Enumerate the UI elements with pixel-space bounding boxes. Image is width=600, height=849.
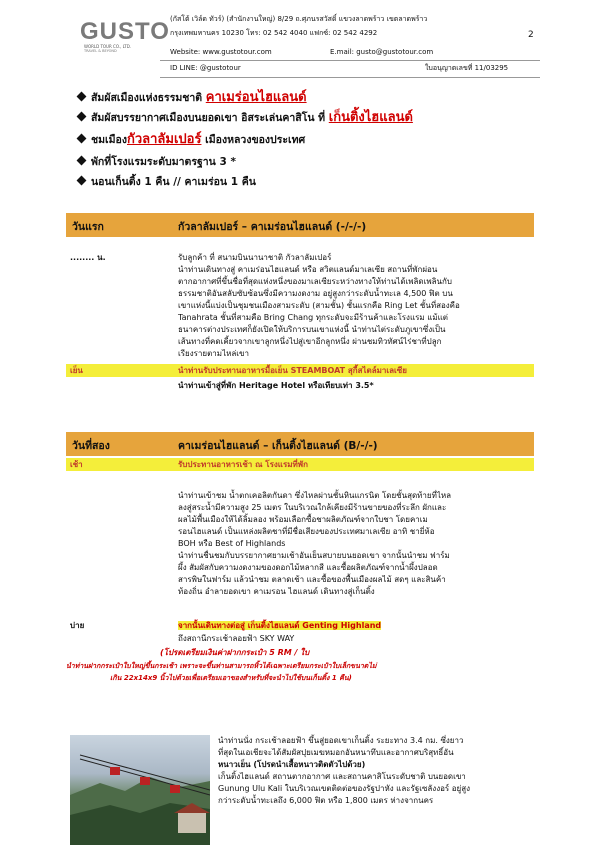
day1-line: ตากอากาศที่ขึ้นชื่อที่สุดแห่งหนึ่งของมาเลเซียระหว่างทางให้ท่านได้เพลิดเพลินกับ (178, 277, 452, 286)
day1-time: ........ น. (70, 253, 106, 262)
day2-line: ผลไม้พื้นเมืองให้ได้ลิ้มลอง พร้อมเลือกซื้อชาผลิตภัณฑ์จากใบชา โดยคาเม (178, 515, 428, 524)
day1-dinner-text: นำท่านรับประทานอาหารมื้อเย็น STEAMBOAT สุกี้สไตล์มาเลเซีย (178, 366, 407, 375)
diamond-bullet-icon (77, 156, 87, 166)
highlight-item (78, 174, 256, 190)
day2-afternoon-line2: ถึงสถานีกระเช้าลอยฟ้า SKY WAY (178, 634, 295, 643)
cable-car-description (218, 735, 470, 807)
diamond-bullet-icon (77, 176, 87, 186)
day1-dinner-bar (66, 364, 534, 377)
company-email[interactable]: E.mail: gusto@gustotour.com (330, 48, 434, 56)
day2-line: รอนไฮแลนด์ เป็นแหล่งผลิตชาที่มีชื่อเสียงของประเทศมาเลเซีย อาทิ ชายี่ห้อ (178, 527, 435, 536)
company-phone: กรุงเทพมหานคร 10230 โทร: 02 542 4040 แฟกซ์: 02 542 4292 (170, 29, 378, 37)
day2-line: BOH หรือ Best of Highlands (178, 539, 286, 548)
highlight-red-text: คาเมร่อนไฮแลนด์ (205, 90, 307, 105)
diamond-bullet-icon (77, 134, 87, 144)
day2-description (178, 490, 451, 598)
day1-title: กัวลาลัมเปอร์ – คาเมร่อนไฮแลนด์ (-/-/-) (178, 221, 367, 233)
highlight-text-after: เมืองหลวงของประเทศ (201, 134, 306, 146)
day1-line: เขาแห่งนี้แบ่งเป็นชุมชนเมืองสามระดับ (สามชั้น) ชั้นแรกคือ Ring Let ชั้นที่สองคือ (178, 301, 460, 310)
luggage-note-2: นำท่านฝากกระเป๋าใบใหญ่ขึ้นกระเช้า เพราะจะขึ้นท่านสามารถหิ้วได้เฉพาะเตรียมกระเป๋าใบเล็กขนาดไม่ (66, 662, 377, 670)
day2-breakfast-text: รับประทานอาหารเช้า ณ โรงแรมที่พัก (178, 460, 308, 469)
highlight-text: สัมผัสบรรยากาศเมืองบนยอดเขา อิสระเล่นคาสิโน ที่ (91, 112, 329, 124)
highlight-text: ชมเมือง (91, 134, 127, 146)
diamond-bullet-icon (77, 112, 87, 122)
day2-breakfast-label: เช้า (70, 460, 83, 469)
day2-line: ลงสู่สระน้ำมีความสูง 25 เมตร ในบริเวณใกล้เคียงมีร้านขายของที่ระลึก ผักและ (178, 503, 447, 512)
day1-line: เส้นทางที่คดเคี้ยวจากเขาลูกหนึ่งไปสู่เขาอีกลูกหนึ่ง ผ่านชมทิวทัศน์ไร่ชาที่ปลูก (178, 337, 442, 346)
day2-label: วันที่สอง (72, 440, 110, 452)
cable-car-photo (70, 735, 210, 845)
day1-label: วันแรก (72, 221, 104, 233)
cable-car-line: เก็นติ้งไฮแลนด์ สถานตากอากาศ และสถานคาสิโนระดับชาติ บนยอดเขา (218, 772, 466, 781)
day2-title: คาเมร่อนไฮแลนด์ – เก็นติ้งไฮแลนด์ (B/-/-) (178, 440, 378, 452)
highlight-text: พักที่โรงแรมระดับมาตรฐาน 3 * (91, 156, 236, 168)
highlight-red-text: กัวลาลัมเปอร์ (127, 132, 202, 147)
header-divider (160, 60, 540, 61)
diamond-bullet-icon (77, 92, 87, 102)
day2-line: สารพิษในฟาร์ม แล้วนำชม ตลาดเช้า และซื้อของพื้นเมืองผลไม้ สดๆ และสินค้า (178, 575, 446, 584)
highlight-text: สัมผัสเมืองแห่งธรรมชาติ (91, 92, 206, 104)
highlight-item (78, 154, 236, 170)
day1-line: ธรรมชาติอันสลับซับซ้อนซึ่งมีความงดงาม อยู่สูงกว่าระดับน้ำทะเล 4,500 ฟิต บน (178, 289, 453, 298)
day1-dinner-label: เย็น (70, 366, 83, 375)
day1-hotel: นำท่านเข้าสู่ที่พัก Heritage Hotel หรือเทียบเท่า 3.5* (178, 381, 374, 390)
highlight-red-text: เก็นติ้งไฮแลนด์ (328, 110, 413, 125)
line-id: ID LINE: @gustotour (170, 64, 241, 72)
day1-line: นำท่านเดินทางสู่ คาเมร่อนไฮแลนด์ หรือ สวิตแลนด์มาเลเซีย สถานที่พักผ่อน (178, 265, 438, 274)
day2-line: นำท่านชื่นชมกับบรรยากาศยามเช้าอันเย็นสบายบนยอดเขา จากนั้นนำชม ฟาร์ม (178, 551, 450, 560)
genting-highlight: จากนั้นเดินทางต่อสู่ เก็นติ้งไฮแลนด์ Genting Highland (178, 621, 382, 630)
day2-afternoon-line1 (178, 620, 381, 632)
license-number: ใบอนุญาตเลขที่ 11/03295 (425, 64, 509, 72)
day2-line: ผึ้ง สัมผัสกับความงดงามของดอกไม้หลากสี และซื้อผลิตภัณฑ์จากน้ำผึ้งปลอด (178, 563, 438, 572)
day2-line: นำท่านเข้าชม น้ำตกเคอลิตกันดา ซึ่งไหลผ่านชั้นหินแกรนิต โดยชั้นสุดท้ายที่ไหล (178, 491, 452, 500)
company-address: (กัสโต้ เวิล์ด ทัวร์) (สำนักงานใหญ่) 8/29 ถ.ศุภนรสวัสดิ์ แขวงลาดพร้าว เขตลาดพร้าว (170, 15, 428, 23)
day2-afternoon-label: บ่าย (70, 621, 85, 630)
day1-line: ธนาคารต่างประเทศก็ยังเปิดให้บริการบนเขาแห่งนี้ นำท่านไต่ระดับภูเขาซึ่งเป็น (178, 325, 446, 334)
day1-header-bar (66, 213, 534, 237)
luggage-note-3: เกิน 22x14x9 นิ้วไปด้วยเพื่อเตรียมเอาของสำหรับที่จะนำไปใช้บนเก็นติ้ง 1 คืน) (110, 674, 352, 682)
highlight-item (78, 132, 305, 148)
day2-header-bar (66, 432, 534, 456)
company-website[interactable]: Website: www.gustotour.com (170, 48, 272, 56)
cable-car-line: กว่าระดับน้ำทะเลถึง 6,000 ฟิต หรือ 1,800 เมตร ห่างจากนคร (218, 796, 434, 805)
cable-car-line: หนาวเย็น (โปรดนำเสื้อหนาวติดตัวไปด้วย) (218, 760, 366, 769)
day2-breakfast-bar (66, 458, 534, 471)
logo-text: GUSTO (80, 18, 170, 45)
day1-description (178, 264, 460, 360)
cable-car-line: นำท่านนั่ง กระเช้าลอยฟ้า ขึ้นสู่ยอดเขาเก็นติ้ง ระยะทาง 3.4 กม. ซึ่งยาว (218, 736, 464, 745)
cable-car-line: Gunung Ulu Kali ในบริเวณเขตติดต่อของรัฐปาหัง และรัฐเซลังงอร์ อยู่สูง (218, 784, 471, 793)
logo-subtitle: WORLD TOUR CO., LTD. (84, 44, 132, 49)
luggage-note-1: (โปรดเตรียมเงินค่าฝากกระเป๋า 5 RM / ใบ (160, 648, 310, 657)
cable-car-line: ที่สุดในเอเชียจะได้สัมผัสปุยเมฆหมอกอันหนาทึบและอากาศบริสุทธิ์อัน (218, 748, 454, 757)
day1-pickup: รับลูกค้า ที่ สนามบินนานาชาติ กัวลาลัมเปอร์ (178, 253, 332, 262)
highlight-item (78, 90, 307, 106)
page-number: 2 (528, 30, 534, 40)
day1-line: Tanahrata ชั้นที่สามคือ Bring Chang ทุกระดับจะมีร้านค้าและโรงแรม แม้แต่ (178, 313, 448, 322)
day1-line: เรียงรายตามไหล่เขา (178, 349, 249, 358)
cable-car-illustration (70, 735, 210, 845)
highlight-text: นอนเก็นติ้ง 1 คืน // คาเมร่อน 1 คืน (91, 176, 256, 188)
day2-line: ท้องถิ่น อำลายอดเขา คาเมรอน ไฮแลนด์ เดินทางสู่เก็นติ้ง (178, 587, 375, 596)
highlight-item (78, 110, 413, 126)
header-divider-2 (160, 77, 540, 78)
logo-tagline: TRAVEL & BEYOND (84, 49, 117, 53)
